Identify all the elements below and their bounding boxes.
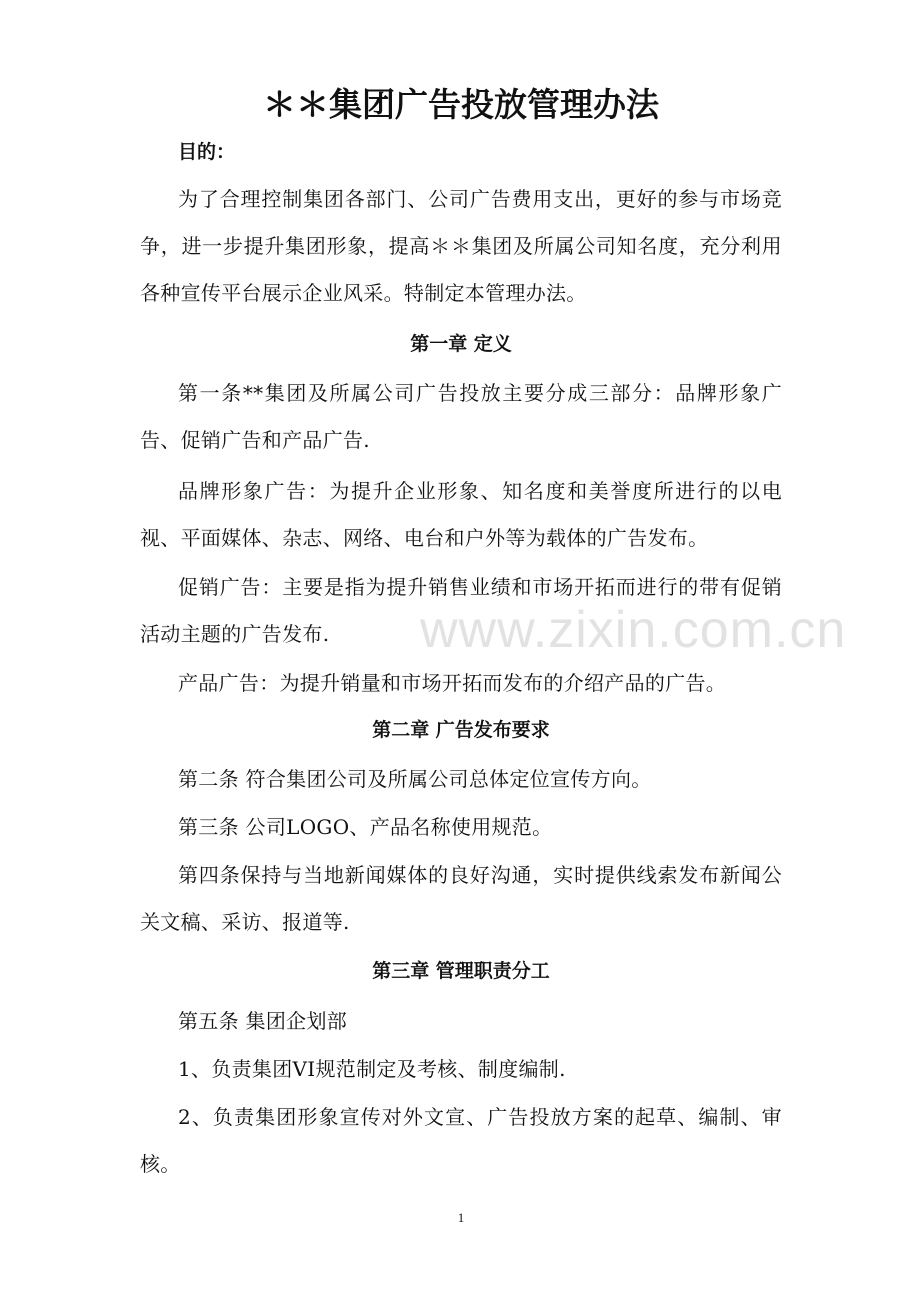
chapter-1-heading: 第一章 定义 bbox=[410, 333, 512, 355]
chapter-3-heading: 第三章 管理职责分工 bbox=[372, 960, 550, 982]
article-1-paragraph: 第一条**集团及所属公司广告投放主要分成三部分：品牌形象广告、促销广告和产品广告. bbox=[140, 381, 782, 452]
article-3-paragraph: 第三条 公司LOGO、产品名称使用规范。 bbox=[178, 815, 553, 839]
page-number: 1 bbox=[457, 1210, 465, 1225]
watermark: www.zixin.com.cn bbox=[420, 601, 847, 659]
document-title: ＊＊集团广告投放管理办法 bbox=[263, 85, 659, 124]
product-ad-paragraph: 产品广告：为提升销量和市场开拓而发布的介绍产品的广告。 bbox=[178, 671, 727, 695]
purpose-label: 目的： bbox=[178, 141, 236, 163]
purpose-paragraph: 为了合理控制集团各部门、公司广告费用支出，更好的参与市场竞争，进一步提升集团形象，提高＊＊集团及所属公司知名度，充分利用各种宣传平台展示企业风采。特制定本管理办法。 bbox=[140, 187, 782, 305]
brand-ad-paragraph: 品牌形象广告：为提升企业形象、知名度和美誉度所进行的以电视、平面媒体、杂志、网络、电台和户外等为载体的广告发布。 bbox=[140, 479, 782, 550]
chapter-2-heading: 第二章 广告发布要求 bbox=[372, 719, 550, 741]
article-2-paragraph: 第二条 符合集团公司及所属公司总体定位宣传方向。 bbox=[178, 767, 652, 791]
list-item-2: 2、负责集团形象宣传对外文宣、广告投放方案的起草、编制、审核。 bbox=[140, 1105, 782, 1176]
list-item-1: 1、负责集团VI规范制定及考核、制度编制. bbox=[178, 1057, 566, 1081]
article-4-paragraph: 第四条保持与当地新闻媒体的良好沟通，实时提供线索发布新闻公关文稿、采访、报道等. bbox=[140, 863, 782, 934]
promo-ad-paragraph: 促销广告：主要是指为提升销售业绩和市场开拓而进行的带有促销活动主题的广告发布. bbox=[140, 575, 782, 646]
article-5-paragraph: 第五条 集团企划部 bbox=[178, 1009, 348, 1033]
